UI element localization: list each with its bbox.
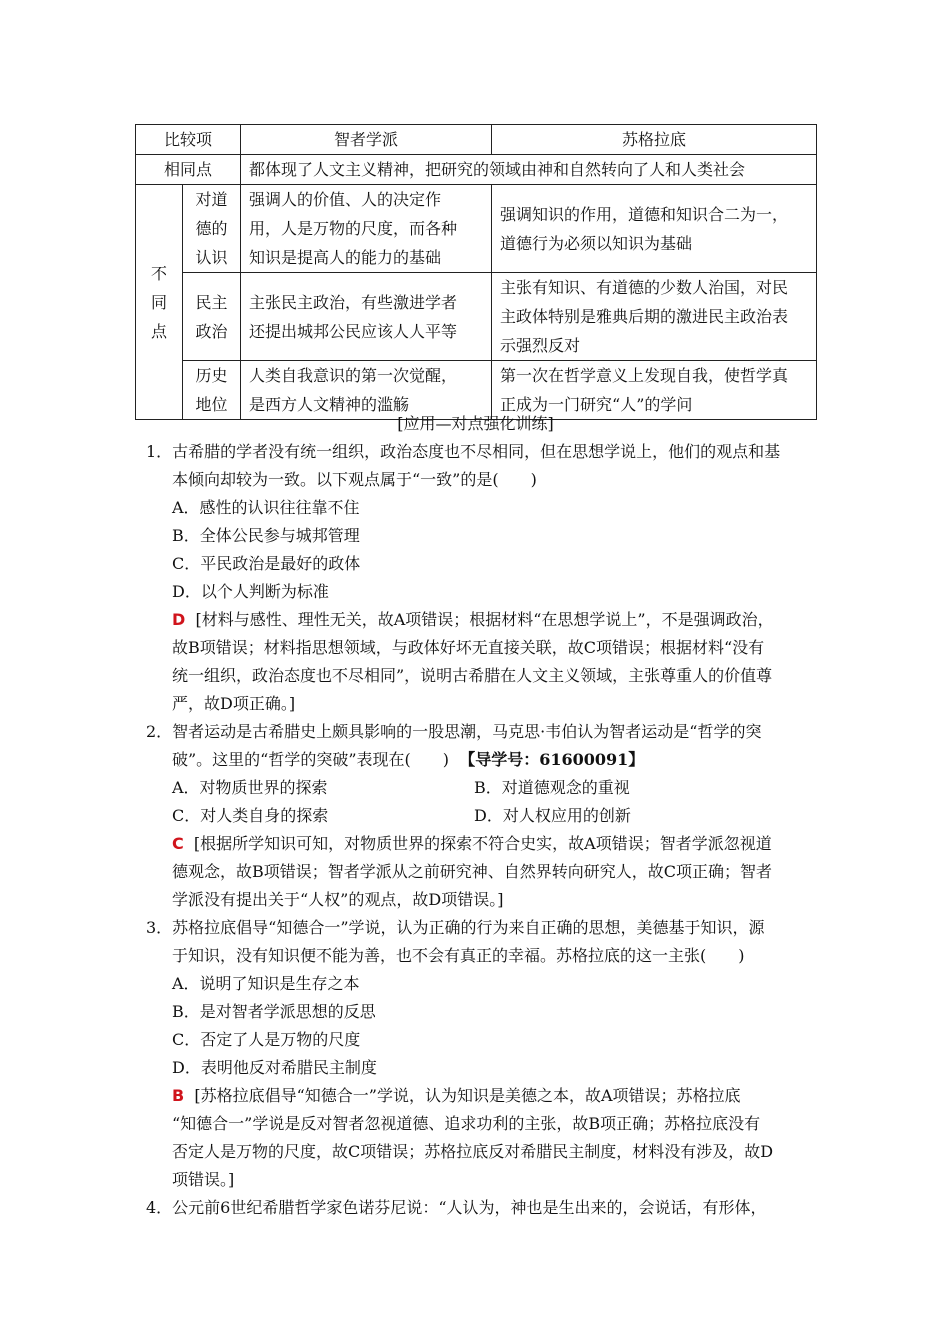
question-text: 4．公元前6世纪希腊哲学家色诺芬尼说：“人认为，神也是生出来的，会说话，有形体， [146,1198,767,1217]
answer-text: “知德合一”学说是反对智者忽视道德、追求功利的主张，故B项正确；苏格拉底没有 [172,1114,761,1133]
section-heading: [应用—对点强化训练] [397,414,554,433]
questions [146,438,826,1222]
question-text: 2．智者运动是古希腊史上颇具影响的一股思潮，马克思·韦伯认为智者运动是“哲学的突 [146,722,762,741]
answer-letter: D [172,610,186,629]
cell-sugeladi-democracy: 主张有知识、有道德的少数人治国，对民 主政体特别是雅典后期的激进民主政治表 示强烈反对 [492,273,817,361]
same-label: 相同点 [136,155,241,185]
question-text: 破”。这里的“哲学的突破”表现在( ) [172,750,450,769]
option-b: B．对道德观念的重视 [474,778,630,797]
answer-1 [146,606,826,718]
row-label-history: 历史 地位 [183,361,241,420]
option-d: D．表明他反对希腊民主制度 [172,1058,377,1077]
same-text: 都体现了人文主义精神，把研究的领域由神和自然转向了人和人类社会 [241,155,817,185]
table-row-history [136,361,817,420]
question-4 [146,1194,826,1222]
option-a: A．说明了知识是生存之本 [172,974,360,993]
question-text: 3．苏格拉底倡导“知德合一”学说，认为正确的行为来自正确的思想，美德基于知识，源 [146,918,765,937]
cell-zhizhe-morality: 强调人的价值、人的决定作 用，人是万物的尺度，而各种 知识是提高人的能力的基础 [241,185,492,273]
answer-text: 严，故D项正确。] [172,694,296,713]
options-row [146,774,826,802]
table-header-row [136,125,817,155]
question-3 [146,914,826,1194]
option-b: B．是对智者学派思想的反思 [172,1002,376,1021]
option-d: D．对人权应用的创新 [474,806,631,825]
answer-text: [材料与感性、理性无关，故A项错误；根据材料“在思想学说上”，不是强调政治， [195,610,774,629]
header-item: 比较项 [136,125,241,155]
header-sugeladi: 苏格拉底 [492,125,817,155]
answer-letter: C [172,834,184,853]
question-text: 1．古希腊的学者没有统一组织，政治态度也不尽相同，但在思想学说上，他们的观点和基 [146,442,781,461]
answer-text: 否定人是万物的尺度，故C项错误；苏格拉底反对希腊民主制度，材料没有涉及，故D [172,1142,774,1161]
question-2 [146,718,826,914]
guide-number: 【导学号：61600091】 [459,750,645,769]
question-text: 于知识，没有知识便不能为善，也不会有真正的幸福。苏格拉底的这一主张( ) [172,946,745,965]
question-1 [146,438,826,718]
answer-text: 德观念，故B项错误；智者学派从之前研究神、自然界转向研究人，故C项正确；智者 [172,862,773,881]
answer-letter: B [172,1086,185,1105]
header-zhizhe: 智者学派 [241,125,492,155]
comparison-table [135,124,817,420]
answer-text: 项错误。] [172,1170,235,1189]
table-row-same [136,155,817,185]
answer-text: [苏格拉底倡导“知德合一”学说，认为知识是美德之本，故A项错误；苏格拉底 [194,1086,741,1105]
cell-sugeladi-history: 第一次在哲学意义上发现自我，使哲学真 正成为一门研究“人”的学问 [492,361,817,420]
cell-zhizhe-democracy: 主张民主政治，有些激进学者 还提出城邦公民应该人人平等 [241,273,492,361]
answer-text: 故B项错误；材料指思想领域，与政体好坏无直接关联，故C项错误；根据材料“没有 [172,638,765,657]
answer-text: 统一组织，政治态度也不尽相同”，说明古希腊在人文主义领域，主张尊重人的价值尊 [172,666,773,685]
options-row [146,802,826,830]
table-row-democracy [136,273,817,361]
diff-label: 不 同 点 [136,185,183,420]
answer-2 [146,830,826,914]
cell-zhizhe-history: 人类自我意识的第一次觉醒， 是西方人文精神的滥觞 [241,361,492,420]
option-b: B．全体公民参与城邦管理 [172,526,360,545]
cell-sugeladi-morality: 强调知识的作用，道德和知识合二为一， 道德行为必须以知识为基础 [492,185,817,273]
answer-text: 学派没有提出关于“人权”的观点，故D项错误。] [172,890,504,909]
question-text: 本倾向却较为一致。以下观点属于“一致”的是( ) [172,470,537,489]
table-row-morality [136,185,817,273]
option-c: C．否定了人是万物的尺度 [172,1030,361,1049]
option-c: C．平民政治是最好的政体 [172,554,361,573]
row-label-morality: 对道 德的 认识 [183,185,241,273]
answer-text: [根据所学知识可知，对物质世界的探索不符合史实，故A项错误；智者学派忽视道 [193,834,772,853]
option-a: A．感性的认识往往靠不住 [172,498,360,517]
answer-3 [146,1082,826,1194]
option-c: C．对人类自身的探索 [172,806,329,825]
row-label-democracy: 民主 政治 [183,273,241,361]
option-a: A．对物质世界的探索 [172,778,328,797]
option-d: D．以个人判断为标准 [172,582,329,601]
